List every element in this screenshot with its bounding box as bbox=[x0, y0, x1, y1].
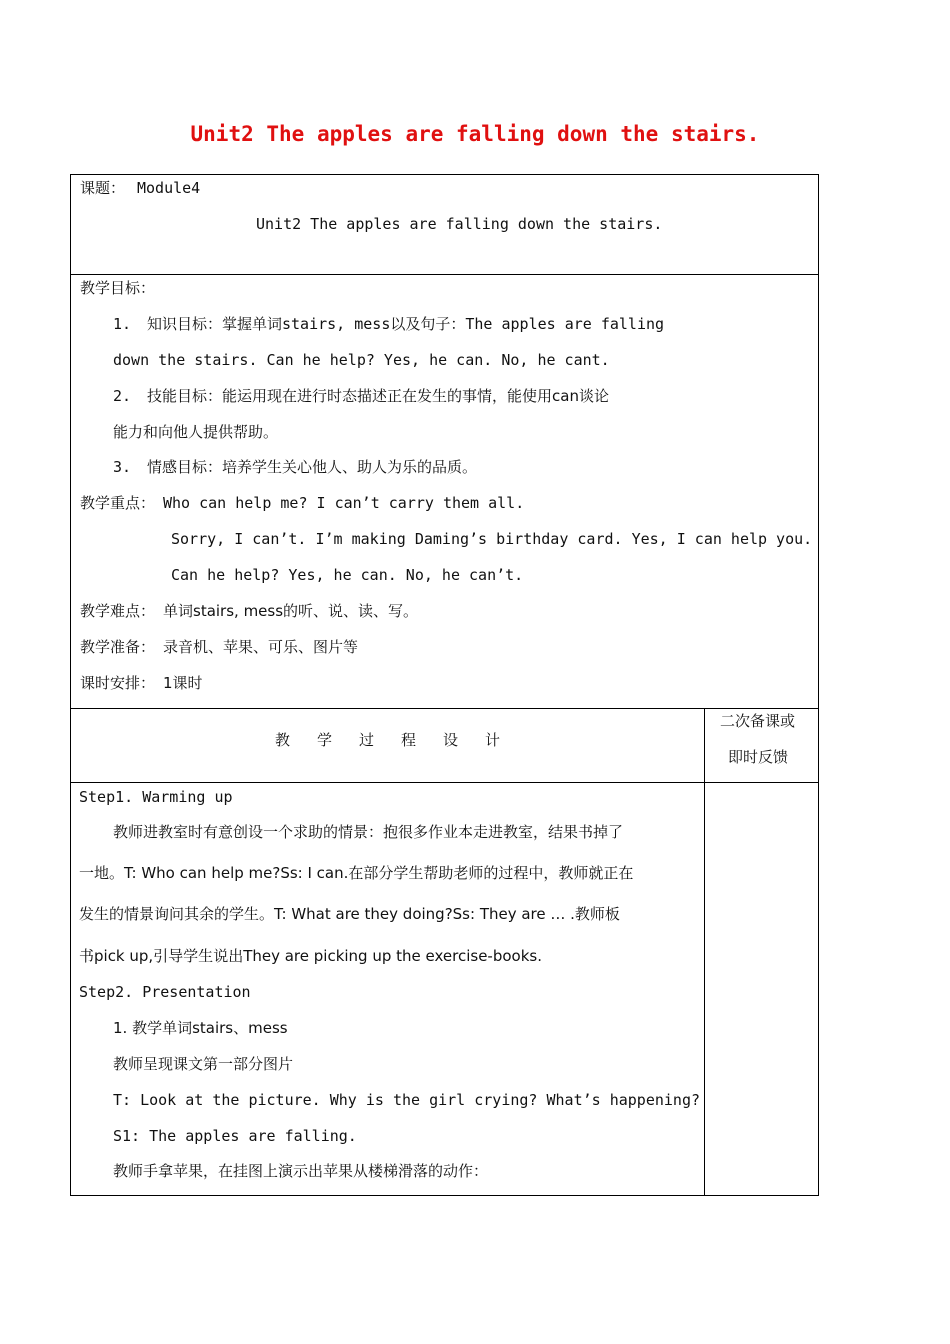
process-heading-char: 教 bbox=[275, 731, 291, 749]
objective-3-number: 3. bbox=[113, 458, 132, 476]
key-points-label: 教学重点： bbox=[80, 494, 156, 512]
step2-title: Step2. Presentation bbox=[79, 983, 251, 1001]
topic-label: 课题： bbox=[80, 179, 126, 197]
table-divider bbox=[71, 274, 818, 275]
key-point-line-3: Can he help? Yes, he can. No, he can’t. bbox=[171, 566, 524, 584]
schedule-text: 1课时 bbox=[163, 674, 203, 692]
side-column-divider bbox=[704, 708, 705, 1195]
side-heading-line-1: 二次备课或 bbox=[720, 712, 796, 730]
step2-line: S1: The apples are falling. bbox=[113, 1127, 357, 1145]
step2-line: 教师呈现课文第一部分图片 bbox=[113, 1055, 294, 1073]
objectives-label: 教学目标： bbox=[80, 279, 156, 297]
preparation-text: 录音机、苹果、可乐、图片等 bbox=[163, 638, 359, 656]
topic-module: Module4 bbox=[137, 179, 201, 197]
step1-paragraph-line: 书pick up,引导学生说出They are picking up the exercise-books. bbox=[79, 947, 542, 965]
process-heading-char: 学 bbox=[317, 731, 333, 749]
schedule-label: 课时安排： bbox=[80, 674, 156, 692]
difficulties-label: 教学难点： bbox=[80, 602, 156, 620]
step1-title: Step1. Warming up bbox=[79, 788, 233, 806]
objective-2-line-2: 能力和向他人提供帮助。 bbox=[113, 423, 279, 441]
page-title: Unit2 The apples are falling down the stairs. bbox=[190, 122, 760, 146]
objective-1-line-1: 知识目标：掌握单词stairs, mess以及句子：The apples are falling bbox=[147, 315, 665, 333]
step2-line: 1. 教学单词stairs、mess bbox=[113, 1019, 288, 1037]
table-divider bbox=[71, 708, 818, 709]
objective-1-number: 1. bbox=[113, 315, 132, 333]
step1-paragraph-line: 一地。T: Who can help me?Ss: I can.在部分学生帮助老师的过程中，教师就正在 bbox=[79, 864, 634, 882]
step1-paragraph-line: 教师进教室时有意创设一个求助的情景：抱很多作业本走进教室，结果书掉了 bbox=[113, 823, 624, 841]
process-heading-char: 程 bbox=[401, 731, 417, 749]
step2-line: 教师手拿苹果，在挂图上演示出苹果从楼梯滑落的动作： bbox=[113, 1162, 489, 1180]
side-heading-line-2: 即时反馈 bbox=[728, 748, 789, 766]
objective-2-number: 2. bbox=[113, 387, 132, 405]
process-heading-char: 计 bbox=[485, 731, 501, 749]
objective-1-line-2: down the stairs. Can he help? Yes, he can. No, he cant. bbox=[113, 351, 610, 369]
process-heading-char: 过 bbox=[359, 731, 375, 749]
preparation-label: 教学准备： bbox=[80, 638, 156, 656]
topic-unit: Unit2 The apples are falling down the stairs. bbox=[256, 215, 663, 233]
key-point-line-1: Who can help me? I can’t carry them all. bbox=[163, 494, 525, 512]
key-point-line-2: Sorry, I can’t. I’m making Daming’s birthday card. Yes, I can help you. bbox=[171, 530, 813, 548]
lesson-plan-table bbox=[70, 174, 819, 1196]
table-divider bbox=[71, 782, 818, 783]
step1-paragraph-line: 发生的情景询问其余的学生。T: What are they doing?Ss: They are … .教师板 bbox=[79, 905, 620, 923]
process-heading-char: 设 bbox=[443, 731, 459, 749]
objective-2-line-1: 技能目标：能运用现在进行时态描述正在发生的事情，能使用can谈论 bbox=[147, 387, 609, 405]
objective-3-line-1: 情感目标：培养学生关心他人、助人为乐的品质。 bbox=[147, 458, 478, 476]
step2-line: T: Look at the picture. Why is the girl crying? What’s happening? bbox=[113, 1091, 700, 1109]
difficulties-text: 单词stairs, mess的听、说、读、写。 bbox=[163, 602, 419, 620]
